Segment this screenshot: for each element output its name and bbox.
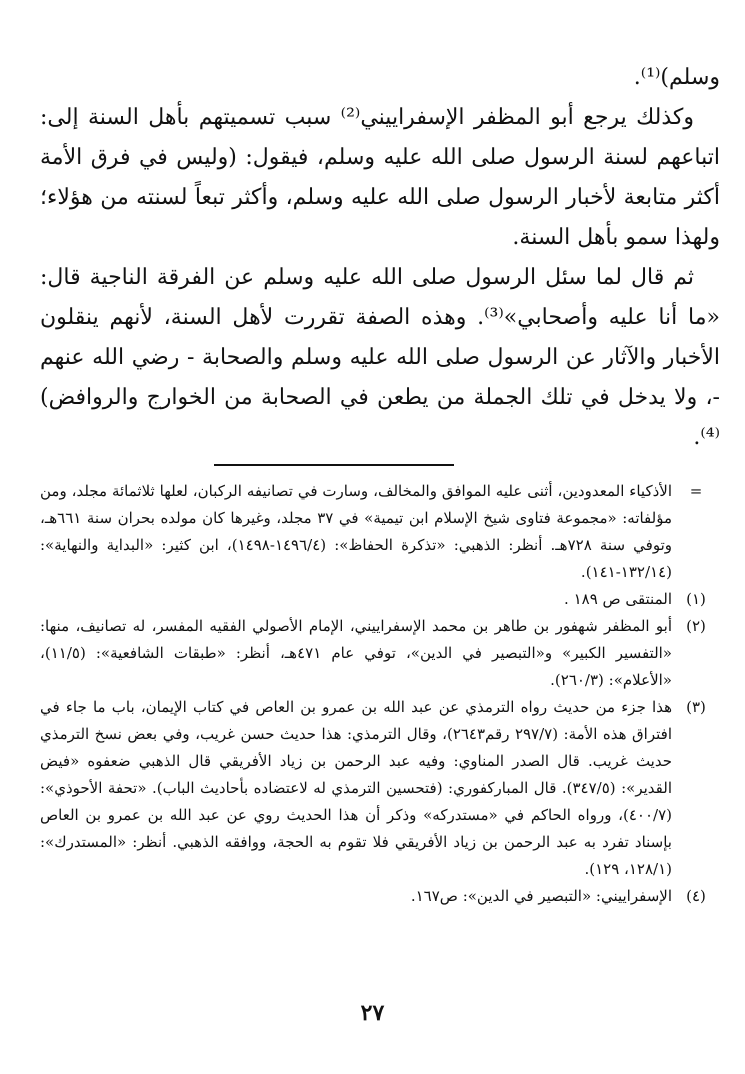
main-text-paragraph-1: وكذلك يرجع أبو المظفر الإسفراييني⁽²⁾ سبب تسميتهم بأهل السنة إلى: اتباعهم لسنة الرسول صلى الله عليه وسلم، فيقول: (وليس في فرق الأمة أكثر متابعة لأخبار الرسول صلى الله عليه وسلم، وأكثر تبعاً لسنته من هؤلاء؛ ولهذا سمو بأهل السنة. [40, 105, 720, 250]
main-text-paragraph-2: ثم قال لما سئل الرسول صلى الله عليه وسلم عن الفرقة الناجية قال: «ما أنا عليه وأصحابي»⁽³⁾. وهذه الصفة تقررت لأهل السنة، لأنهم ينقلون الأخبار والآثار عن الرسول صلى الله عليه وسلم والصحابة - رضي الله عنهم -، ولا يدخل في تلك الجملة من يطعن في الصحابة من الخوارج والروافض)⁽⁴⁾. [40, 265, 721, 450]
footnote-separator [214, 464, 454, 466]
footnote-continuation [40, 478, 720, 586]
footnote-3 [40, 694, 720, 883]
document-page [40, 58, 720, 910]
footnote-marker: = [689, 482, 703, 500]
footnote-text: الأذكياء المعدودين، أثنى عليه الموافق والمخالف، وسارت في تصانيفه الركبان، لعلها ثلاثمائة مجلد، ومن مؤلفاته: «مجموعة فتاوى شيخ الإسلام ابن تيمية» في ٣٧ مجلد، وغيرها كان مولده بحران سنة ٦٦١هـ، وتوفي سنة ٧٢٨هـ. أنظر: الذهبي: «تذكرة الحفاظ»: (١٤٩٦/٤-١٤٩٨)، ابن كثير: «البداية والنهاية»: (١٣٢/١٤-١٤١). [40, 482, 673, 581]
footnote-text: الإسفراييني: «التبصير في الدين»: ص١٦٧. [410, 887, 672, 905]
footnote-text: هذا جزء من حديث رواه الترمذي عن عبد الله بن عمرو بن العاص في كتاب الإيمان، باب ما جاء في افتراق هذه الأمة: (٢٩٧/٧ رقم٢٦٤٣)، وقال الترمذي: هذا حديث حسن غريب، وفي بعض نسخ الترمذي حديث غريب. قال الصدر المناوي: وفيه عبد الرحمن بن زياد الأفريقي قال الذهبي ضعفوه «فيض القدير»: (٣٤٧/٥). قال المباركفوري: (فتحسين الترمذي له لاعتضاده بأحاديث الباب). «تحفة الأحوذي»: (٤٠٠/٧)، ورواه الحاكم في «مستدركه» وذكر أن هذا الحديث روي عن عبد الله بن عمرو بن العاص بإسناد تفرد به عبد الرحمن بن زياد الأفريقي فلا تقوم به الحجة، ووافقه الذهبي. أنظر: «المستدرك»: (١٢٨/١، ١٢٩). [40, 698, 672, 878]
main-text [40, 58, 720, 458]
footnote-marker: (٢) [686, 617, 706, 635]
footnote-marker: (٣) [686, 698, 706, 716]
footnote-marker: (١) [686, 590, 706, 608]
footnote-separator-wrap [40, 458, 720, 478]
main-text-line-0: وسلم)⁽¹⁾. [633, 65, 720, 90]
footnote-2 [40, 613, 720, 694]
footnote-text: المنتقى ص ١٨٩ . [564, 590, 672, 608]
footnote-1 [40, 586, 720, 613]
footnote-4 [40, 883, 720, 910]
footnote-marker: (٤) [686, 887, 706, 905]
page-number: ٢٧ [360, 1000, 385, 1026]
footnotes [40, 478, 720, 910]
footnote-text: أبو المظفر شهفور بن طاهر بن محمد الإسفراييني، الإمام الأصولي الفقيه المفسر، له تصانيف، منها: «التفسير الكبير» و«التبصير في الدين»، توفي عام ٤٧١هـ، أنظر: «طبقات الشافعية»: (١١/٥)، «الأعلام»: (٢٦٠/٣). [40, 617, 672, 689]
